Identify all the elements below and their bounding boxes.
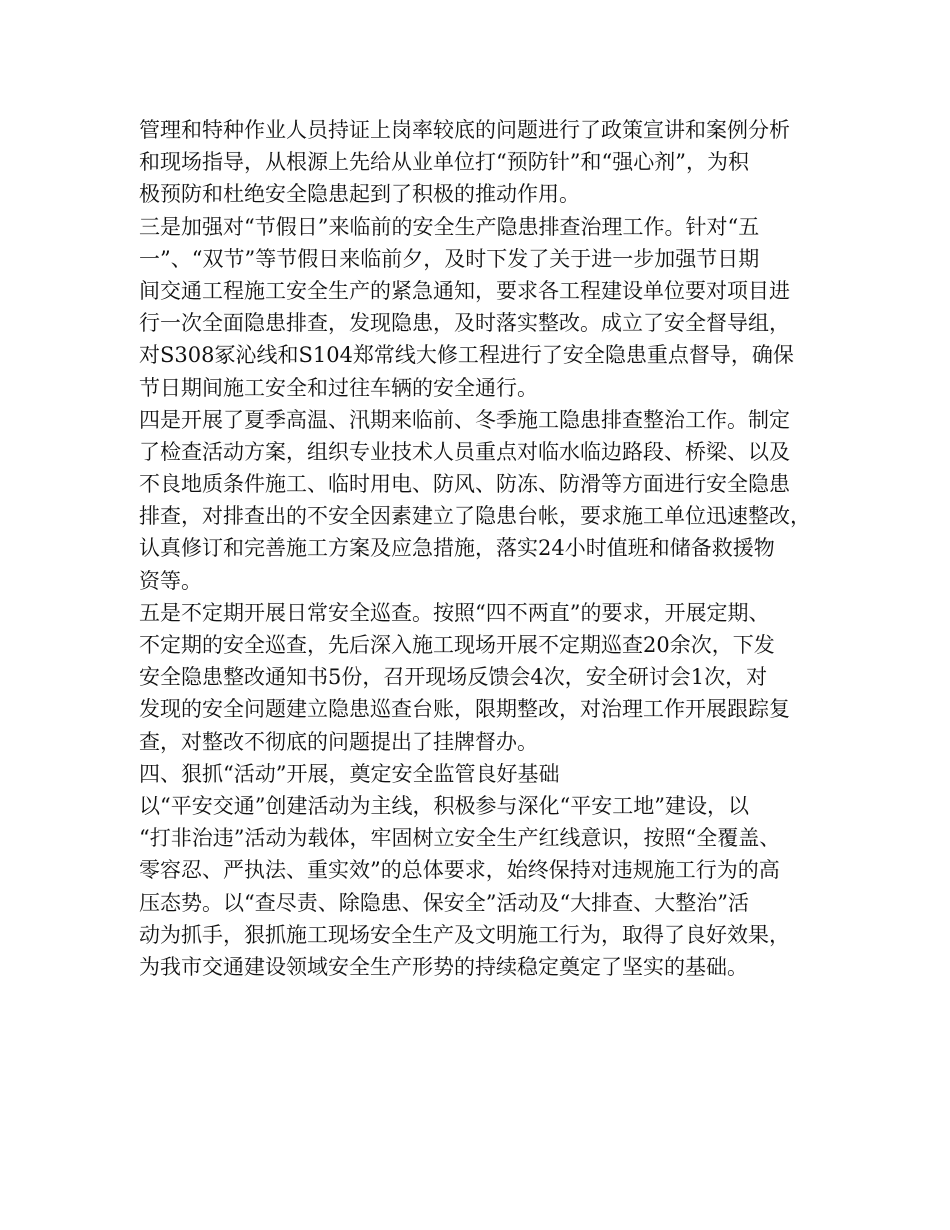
text-line: 不良地质条件施工、临时用电、防风、防冻、防滑等方面进行安全隐患 — [139, 472, 790, 497]
text-line: 管理和特种作业人员持证上岗率较底的问题进行了政策宣讲和案例分析 — [139, 118, 790, 142]
text-line: “打非治违”活动为载体，牢固树立安全生产红线意识，按照“全覆盖、 — [139, 826, 781, 851]
text-line: 和现场指导，从根源上先给从业单位打“预防针”和“强心剂”，为积 — [139, 150, 749, 175]
text-line: 压态势。以“查尽责、除隐患、保安全”活动及“大排查、大整治”活 — [139, 890, 749, 915]
text-line: 动为抓手，狠抓施工现场安全生产及文明施工行为，取得了良好效果， — [139, 922, 790, 947]
text-line: 查，对整改不彻底的问题提出了挂牌督办。 — [139, 729, 538, 754]
text-line: 发现的安全问题建立隐患巡查台账，限期整改，对治理工作开展跟踪复 — [139, 697, 790, 722]
text-line: 排查，对排查出的不安全因素建立了隐患台帐，要求施工单位迅速整改， — [139, 504, 811, 529]
text-line: 对S308冢沁线和S104郑常线大修工程进行了安全隐患重点督导，确保 — [139, 343, 794, 368]
text-line: 安全隐患整改通知书5份，召开现场反馈会4次，安全研讨会1次，对 — [139, 665, 768, 690]
text-line: 认真修订和完善施工方案及应急措施，落实24小时值班和储备救援物 — [139, 536, 775, 561]
text-line: 一”、“双节”等节假日来临前夕，及时下发了关于进一步加强节日期 — [139, 246, 760, 271]
document-page — [139, 114, 829, 983]
text-line: 五是不定期开展日常安全巡查。按照“四不两直”的要求，开展定期、 — [139, 600, 770, 625]
text-line: 资等。 — [139, 568, 202, 593]
text-line: 了检查活动方案，组织专业技术人员重点对临水临边路段、桥梁、以及 — [139, 439, 790, 464]
text-line: 三是加强对“节假日”来临前的安全生产隐患排查治理工作。针对“五 — [139, 214, 760, 239]
text-line: 行一次全面隐患排查，发现隐患，及时落实整改。成立了安全督导组， — [139, 311, 790, 336]
text-line: 为我市交通建设领域安全生产形势的持续稳定奠定了坚实的基础。 — [139, 954, 748, 979]
text-line: 节日期间施工安全和过往车辆的安全通行。 — [139, 375, 538, 400]
text-line: 四是开展了夏季高温、汛期来临前、冬季施工隐患排查整治工作。制定 — [139, 407, 790, 432]
section-heading: 四、狠抓“活动”开展，奠定安全监管良好基础 — [139, 761, 560, 786]
text-line: 间交通工程施工安全生产的紧急通知，要求各工程建设单位要对项目进 — [139, 278, 790, 303]
text-line: 以“平安交通”创建活动为主线，积极参与深化“平安工地”建设，以 — [139, 793, 749, 818]
text-line: 不定期的安全巡查，先后深入施工现场开展不定期巡查20余次，下发 — [139, 633, 775, 657]
text-line: 零容忍、严执法、重实效”的总体要求，始终保持对违规施工行为的高 — [139, 858, 780, 883]
text-line: 极预防和杜绝安全隐患起到了积极的推动作用。 — [139, 182, 580, 207]
